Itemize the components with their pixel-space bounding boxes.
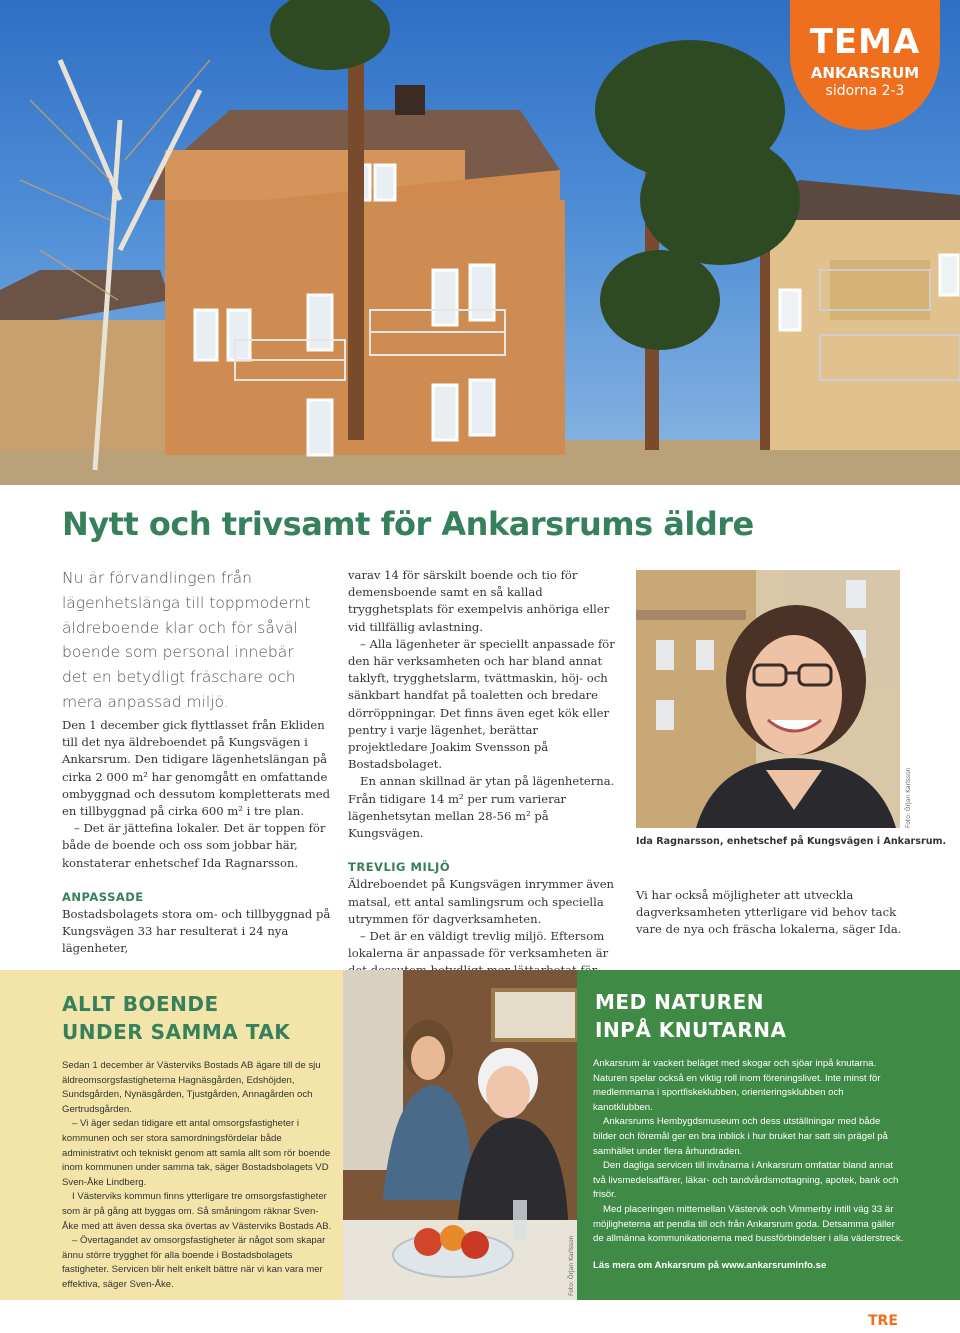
col1-paragraph-2: – Det är jättefina lokaler. Det är toppen för både de boende och oss som jobbar här, konstaterar enhetschef Ida Ragnarsson. <box>62 821 326 870</box>
box-left-title-line-2: UNDER SAMMA TAK <box>62 1020 291 1044</box>
box-right-paragraph-1: Ankarsrum är vackert beläget med skogar och sjöar inpå knutarna. Naturen spelar också en viktig roll inom föreningslivet. Inte minst för medlemmarna i sportfiskeklubben, orienteringsklubben och kanotklubben. <box>593 1058 881 1113</box>
box-left-title <box>62 990 290 1046</box>
box-med-naturen <box>577 970 960 1300</box>
interior-illustration <box>343 970 577 1300</box>
portrait-photo <box>636 570 900 828</box>
badge-pages: sidorna 2-3 <box>825 83 905 99</box>
box-right-text <box>593 1057 905 1273</box>
portrait-caption: Ida Ragnarsson, enhetschef på Kungsvägen i Ankarsrum. <box>636 836 947 847</box>
article-column-2 <box>348 567 616 1014</box>
box-left-title-line-1: ALLT BOENDE <box>62 992 219 1016</box>
box-right-title-line-1: MED NATUREN <box>595 990 764 1014</box>
col3-paragraph-1: Vi har också möjligheter att utveckla dagverksamheten ytterligare vid behov tack vare de nya och fräscha lokalerna, säger Ida. <box>636 888 902 937</box>
box-allt-boende <box>0 970 343 1300</box>
box-right-title <box>595 988 786 1044</box>
box-left-paragraph-4: – Övertagandet av omsorgsfastigheter är något som skapar ännu större trygghet för alla boende i Bostadsbolagets fastigheter. Servicen blir helt enkelt bättre när vi kan vara mer effektiva, säger Sven-Åke. <box>62 1235 326 1290</box>
col2-subheading: TREVLIG MILJÖ <box>348 860 451 875</box>
article-column-3 <box>636 887 904 939</box>
interior-photo <box>343 970 577 1300</box>
col2-paragraph-1: varav 14 för särskilt boende och tio för demensboende samt en så kallad trygghetsplats för exempelvis anhöriga eller vid tillfällig avlastning. <box>348 568 610 634</box>
portrait-photo-credit: Foto: Örjan Karlsson <box>905 767 912 828</box>
ankarsrum-info-link[interactable]: Läs mera om Ankarsrum på www.ankarsruminfo.se <box>593 1259 827 1271</box>
badge-tema: TEMA <box>809 22 921 62</box>
col2-paragraph-4: Äldreboendet på Kungsvägen inrymmer även matsal, ett antal samlingsrum och speciella utrymmen för dagverksamheten. <box>348 877 615 926</box>
col2-paragraph-3: En annan skillnad är ytan på lägenheterna. Från tidigare 14 m² per rum varierar lägenhetsytan mellan 28-56 m² på Kungsvägen. <box>348 774 615 841</box>
box-right-title-line-2: INPÅ KNUTARNA <box>595 1018 787 1042</box>
col1-paragraph-1: Den 1 december gick flyttlasset från Ekliden till det nya äldreboendet på Kungsvägen i Ankarsrum. Den tidigare lägenhetslängan på cirka 2 000 m² har genomgått en omfattande ombyggnad och dessutom kompletterats med en tillbyggnad på cirka 600 m² i tre plan. <box>62 718 331 819</box>
box-right-paragraph-3: Den dagliga servicen till invånarna i Ankarsrum omfattar bland annat två livsmedelsaffärer, läkar- och tandvårdsmottagning, apotek, bank och frisör. <box>593 1160 899 1201</box>
page-mark: TRE <box>868 1313 898 1329</box>
box-right-paragraph-2: Ankarsrums Hembygdsmuseum och dess utställningar med både bilder och föremål ger en bra inblick i hur bruket har satt sin prägel på samhället under flera århundraden. <box>593 1116 888 1157</box>
col2-paragraph-2: – Alla lägenheter är speciellt anpassade för den här verksamheten och har bland annat taklyft, trygghetslarm, tvättmaskin, höj- och sänkbart handfat på toaletten och bredare dörröppningar. Det finns även eget kök eller pentry i varje lägenhet, berättar projektledare Joakim Svensson på Bostadsbolaget. <box>348 636 615 772</box>
article-column-1 <box>62 717 332 958</box>
box-left-paragraph-2: – Vi äger sedan tidigare ett antal omsorgsfastigheter i kommunen och ser stora samordningsfördelar både administrativt och tekniskt genom att samla allt som rör boende inom kommunen under samma tak, säger Bostadsbolagets VD Sven-Åke Lindberg. <box>62 1118 331 1188</box>
box-left-text <box>62 1059 334 1293</box>
headline: Nytt och trivsamt för Ankarsrums äldre <box>62 505 754 543</box>
box-right-paragraph-4: Med placeringen mittemellan Västervik och Vimmerby intill väg 33 är möjligheterna att pendla till och från Ankarsrum goda. Detsamma gäller de allmänna kommunikationerna med bussförbindelser i alla väderstreck. <box>593 1203 904 1245</box>
box-left-paragraph-1: Sedan 1 december är Västerviks Bostads AB ägare till de sju äldreomsorgsfastigheterna Hagnäsgården, Edshöjden, Sundsgården, Nynäsgården, Tjustgården, Annagården och Gertrudsgården. <box>62 1060 321 1115</box>
col1-subheading: ANPASSADE <box>62 889 144 904</box>
col2-paragraph-5: – Det är en väldigt trevlig miljö. Eftersom lokalerna är anpassade för verksamheten är <box>348 929 609 961</box>
portrait-illustration <box>636 570 900 828</box>
col1-paragraph-3: Bostadsbolagets stora om- och tillbyggnad på Kungsvägen 33 har resulterat i 24 nya lägenheter, <box>62 907 331 956</box>
interior-photo-credit: Foto: Örjan Karlsson <box>568 1235 575 1296</box>
lead-text: Nu är förvandlingen från lägenhetslänga till toppmodernt äldreboende klar och för såväl boende som personal innebär det en betydligt fräschare och mera anpassad miljö. <box>62 569 311 711</box>
box-left-paragraph-3: I Västerviks kommun finns ytterligare tre omsorgsfastigheter som är på gång att byggas om. Så småningom räknar Sven-Åke med att även dessa ska övertas av Västerviks Bostads AB. <box>62 1191 332 1232</box>
badge-place: ANKARSRUM <box>810 64 920 82</box>
